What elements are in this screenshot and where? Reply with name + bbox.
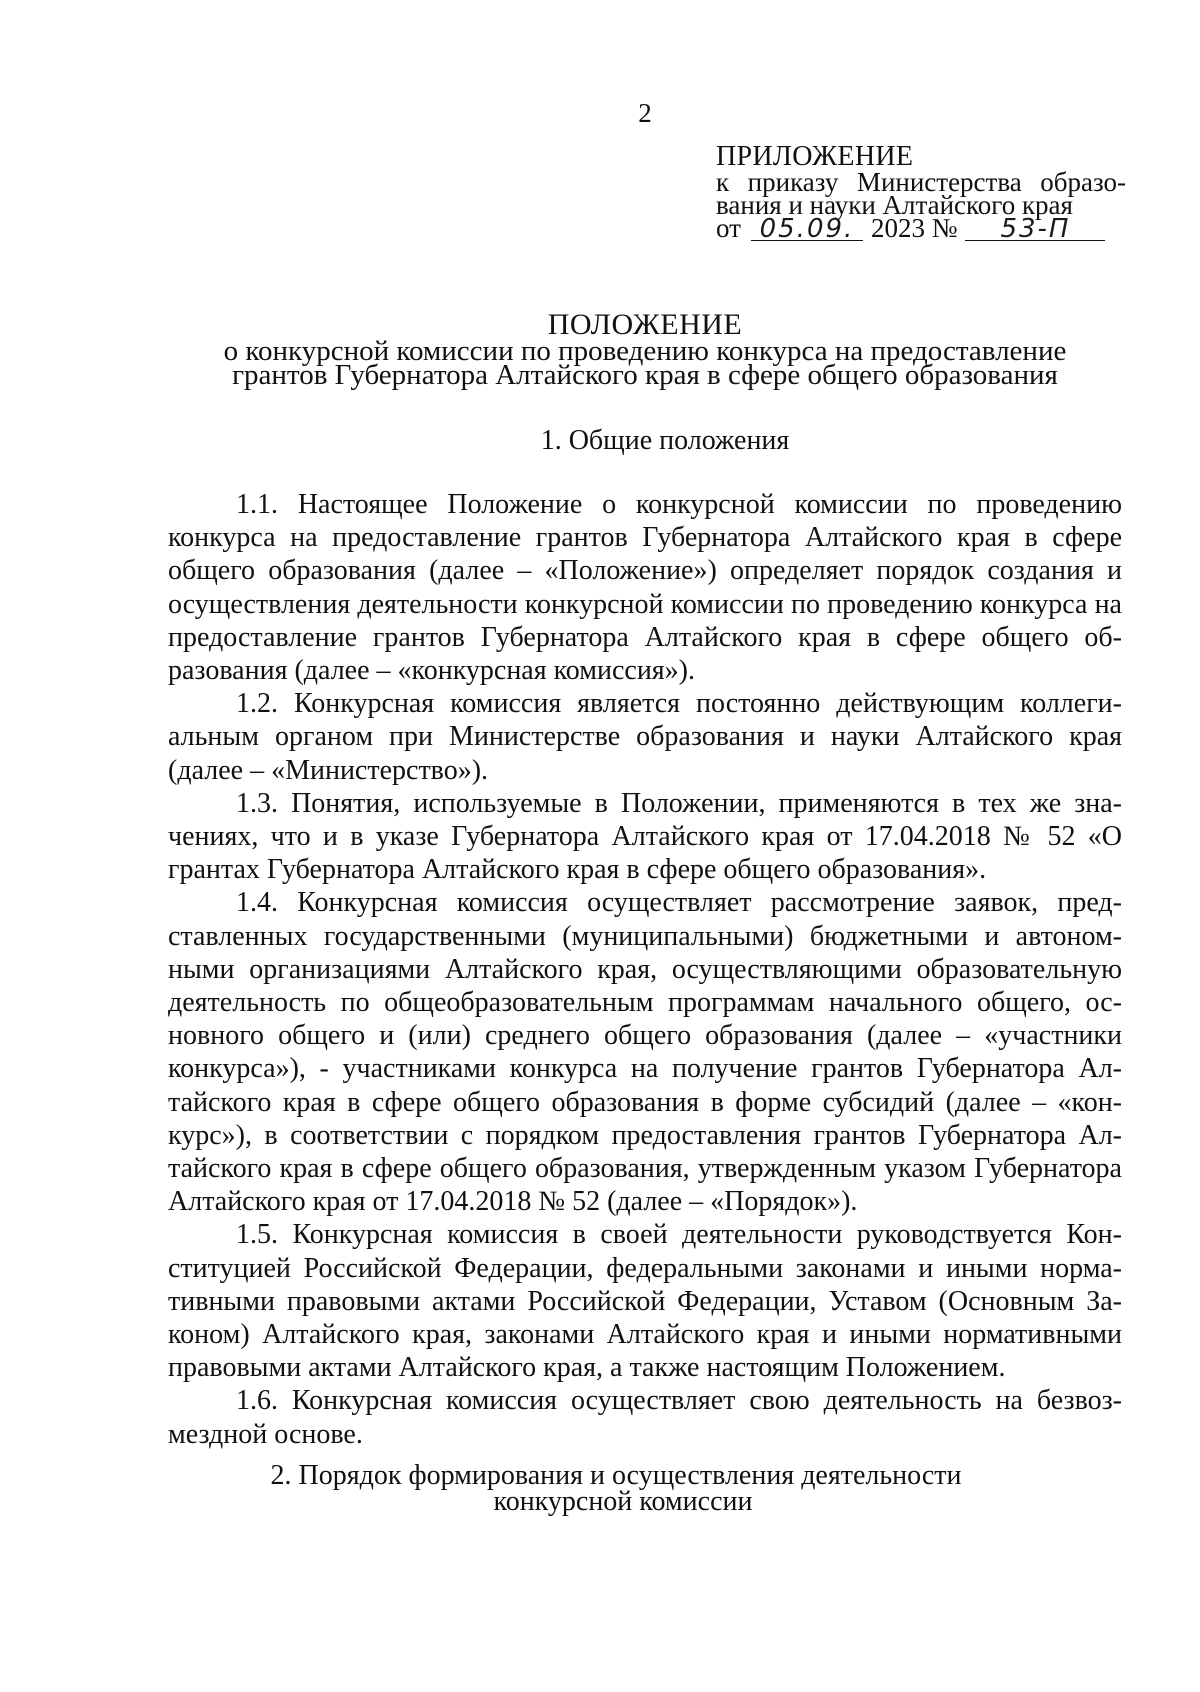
appendix-line-2: вания и науки Алтайского края bbox=[716, 190, 1073, 220]
document-title bbox=[0, 308, 1200, 391]
paragraph-1-6: 1.6. Конкурсная комиссия осуществляет свою деятельность на безвозмездной основе. bbox=[168, 1385, 1122, 1450]
title-line-2: грантов Губернатора Алтайского края в сфере общего образования bbox=[232, 359, 1058, 391]
section-2-heading-line-1: 2. Порядок формирования и осуществления деятельности bbox=[270, 1460, 962, 1491]
order-year: 2023 № bbox=[870, 213, 958, 243]
paragraph-1-5: 1.5. Конкурсная комиссия в своей деятельности руководствуется Конституцией Российской Федерации, федеральными законами и иными нормативными правовыми актами Российской Федерации, Уставом (Основным Законом) Алтайского края, законами Алтайского края и иными нормативными правовыми актами Алтайского края, а также настоящим Положением. bbox=[168, 1219, 1122, 1384]
section-2-heading bbox=[0, 1460, 1200, 1517]
appendix-line-1: к приказу Министерства образо- bbox=[716, 167, 1126, 197]
appendix-date-line bbox=[716, 213, 1126, 244]
section-1-heading: 1. Общие положения bbox=[540, 425, 790, 456]
handwritten-date: 05.09. bbox=[751, 218, 863, 241]
appendix-block bbox=[716, 141, 1126, 244]
appendix-heading: ПРИЛОЖЕНИЕ bbox=[716, 141, 914, 172]
title-main: ПОЛОЖЕНИЕ bbox=[547, 308, 743, 341]
page-number: 2 bbox=[638, 98, 652, 128]
paragraph-1-3: 1.3. Понятия, используемые в Положении, применяются в тех же значениях, что и в указе Губернатора Алтайского края от 17.04.2018 № 52 «О грантах Губернатора Алтайского края в сфере общего образования». bbox=[168, 787, 1122, 886]
section-2-heading-line-2: конкурсной комиссии bbox=[493, 1486, 753, 1517]
paragraph-1-1: 1.1. Настоящее Положение о конкурсной комиссии по проведению конкурса на предоставление грантов Губернатора Алтайского края в сфере общего образования (далее – «Положение») определяет порядок создания и осуществления деятельности конкурсной комиссии по проведению конкурса на предоставление грантов Губернатора Алтайского края в сфере общего образования (далее – «конкурсная комиссия»). bbox=[168, 489, 1122, 687]
paragraph-1-2: 1.2. Конкурсная комиссия является постоянно действующим коллегиальным органом при Министерстве образования и науки Алтайского края (далее – «Министерство»). bbox=[168, 688, 1122, 786]
date-prefix: от bbox=[716, 213, 741, 243]
paragraph-1-4: 1.4. Конкурсная комиссия осуществляет рассмотрение заявок, представленных государственными (муниципальными) бюджетными и автономными организациями Алтайского края, осуществляющими образовательную деятельность по общеобразовательным программам начального общего, основного общего и (или) среднего общего образования (далее – «участники конкурса»), - участниками конкурса на получение грантов Губернатора Алтайского края в сфере общего образования в форме субсидий (далее – «конкурс»), в соответствии с порядком предоставления грантов Губернатора Алтайского края в сфере общего образования, утвержденным указом Губернатора Алтайского края от 17.04.2018 № 52 (далее – «Порядок»). bbox=[168, 887, 1122, 1218]
title-line-1: о конкурсной комиссии по проведению конкурса на предоставление bbox=[223, 335, 1067, 367]
section-1-body bbox=[168, 488, 1122, 1451]
handwritten-order-number: 53-П bbox=[965, 218, 1105, 241]
